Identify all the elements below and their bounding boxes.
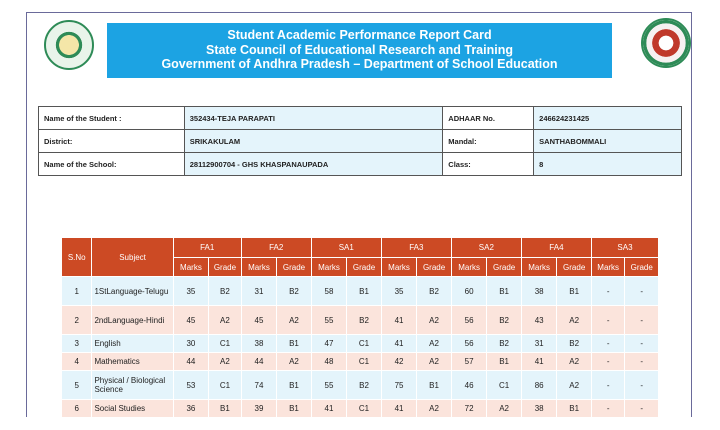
sno-cell: 5 [62, 371, 92, 400]
grade-cell: A2 [277, 353, 312, 371]
sno-cell: 1 [62, 277, 92, 306]
exam-header: FA1 [173, 238, 241, 258]
marks-cell: 75 [381, 371, 417, 400]
grade-cell: B1 [487, 353, 522, 371]
grade-cell: - [625, 277, 659, 306]
subject-cell: English [92, 335, 173, 353]
grade-cell: A2 [277, 306, 312, 335]
grade-cell: A2 [557, 306, 592, 335]
subject-cell: Social Studies [92, 400, 173, 418]
exam-header: FA2 [241, 238, 311, 258]
grade-cell: B2 [417, 277, 452, 306]
marks-cell: 46 [451, 371, 487, 400]
grade-cell: B1 [557, 400, 592, 418]
grade-cell: C1 [209, 371, 241, 400]
marks-cell: 38 [521, 400, 557, 418]
marks-cell: 45 [241, 306, 277, 335]
marks-cell: 41 [381, 335, 417, 353]
subject-cell: 1StLanguage-Telugu [92, 277, 173, 306]
grade-cell: B2 [487, 335, 522, 353]
marks-cell: 44 [173, 353, 209, 371]
sno-cell: 3 [62, 335, 92, 353]
grade-cell: A2 [557, 371, 592, 400]
table-row [62, 353, 659, 371]
grade-subheader: Grade [417, 258, 452, 277]
grade-cell: A2 [417, 353, 452, 371]
subject-cell: Mathematics [92, 353, 173, 371]
marks-cell: 60 [451, 277, 487, 306]
subject-cell: 2ndLanguage-Hindi [92, 306, 173, 335]
school-label: Name of the School: [39, 153, 185, 176]
grade-cell: A2 [487, 400, 522, 418]
grade-cell: B2 [347, 371, 382, 400]
grade-cell: B1 [277, 335, 312, 353]
grade-cell: C1 [347, 335, 382, 353]
marks-cell: 45 [173, 306, 209, 335]
exam-header: SA1 [311, 238, 381, 258]
marks-cell: 57 [451, 353, 487, 371]
info-row [39, 130, 682, 153]
marks-cell: 35 [381, 277, 417, 306]
marks-cell: 56 [451, 306, 487, 335]
marks-cell: - [591, 335, 625, 353]
marks-cell: 41 [311, 400, 347, 418]
marks-cell: 38 [241, 335, 277, 353]
subject-header: Subject [92, 238, 173, 277]
marks-cell: 48 [311, 353, 347, 371]
student-name-value: 352434-TEJA PARAPATI [184, 107, 443, 130]
marks-cell: 43 [521, 306, 557, 335]
marks-cell: 31 [241, 277, 277, 306]
grade-cell: B2 [347, 306, 382, 335]
marks-cell: 86 [521, 371, 557, 400]
marks-cell: 56 [451, 335, 487, 353]
ap-govt-emblem-icon [44, 20, 94, 70]
marks-subheader: Marks [241, 258, 277, 277]
marks-cell: 41 [521, 353, 557, 371]
sno-cell: 6 [62, 400, 92, 418]
exam-header-row [62, 238, 659, 258]
header-department: Government of Andhra Pradesh – Department of School Education [161, 57, 558, 71]
grade-cell: A2 [417, 400, 452, 418]
table-row [62, 371, 659, 400]
marks-cell: - [591, 306, 625, 335]
class-label: Class: [443, 153, 534, 176]
header-title: Student Academic Performance Report Card [227, 28, 492, 42]
grade-subheader: Grade [557, 258, 592, 277]
marks-table [61, 237, 659, 418]
class-value: 8 [534, 153, 682, 176]
grade-cell: B1 [347, 277, 382, 306]
grade-cell: B2 [209, 277, 241, 306]
info-row [39, 153, 682, 176]
grade-cell: - [625, 335, 659, 353]
marks-subheader: Marks [173, 258, 209, 277]
grade-cell: C1 [209, 335, 241, 353]
grade-subheader: Grade [277, 258, 312, 277]
grade-cell: B1 [277, 371, 312, 400]
grade-subheader: Grade [487, 258, 522, 277]
marks-cell: 53 [173, 371, 209, 400]
exam-header: FA4 [521, 238, 591, 258]
marks-subheader: Marks [521, 258, 557, 277]
marks-cell: 42 [381, 353, 417, 371]
marks-cell: 55 [311, 306, 347, 335]
mandal-label: Mandal: [443, 130, 534, 153]
grade-cell: C1 [347, 400, 382, 418]
district-value: SRIKAKULAM [184, 130, 443, 153]
marks-subheader: Marks [311, 258, 347, 277]
sno-cell: 2 [62, 306, 92, 335]
adhaar-label: ADHAAR No. [443, 107, 534, 130]
marks-cell: 44 [241, 353, 277, 371]
grade-cell: - [625, 400, 659, 418]
grade-subheader: Grade [625, 258, 659, 277]
marks-subheader: Marks [591, 258, 625, 277]
marks-cell: 72 [451, 400, 487, 418]
grade-cell: A2 [417, 306, 452, 335]
student-name-label: Name of the Student : [39, 107, 185, 130]
grade-cell: B1 [557, 277, 592, 306]
marks-subheader: Marks [381, 258, 417, 277]
grade-cell: B1 [209, 400, 241, 418]
info-row [39, 107, 682, 130]
grade-cell: - [625, 306, 659, 335]
grade-cell: - [625, 353, 659, 371]
marks-cell: 41 [381, 306, 417, 335]
marks-cell: 38 [521, 277, 557, 306]
subject-cell: Physical / Biological Science [92, 371, 173, 400]
grade-cell: C1 [487, 371, 522, 400]
grade-cell: - [625, 371, 659, 400]
exam-header: FA3 [381, 238, 451, 258]
grade-cell: A2 [557, 353, 592, 371]
exam-header: SA2 [451, 238, 521, 258]
marks-cell: 74 [241, 371, 277, 400]
grade-cell: A2 [417, 335, 452, 353]
grade-subheader: Grade [347, 258, 382, 277]
table-row [62, 400, 659, 418]
marks-subheader: Marks [451, 258, 487, 277]
marks-cell: - [591, 400, 625, 418]
sno-header: S.No [62, 238, 92, 277]
marks-cell: 55 [311, 371, 347, 400]
scert-seal-icon [641, 18, 691, 68]
table-row [62, 277, 659, 306]
mandal-value: SANTHABOMMALI [534, 130, 682, 153]
header-council: State Council of Educational Research and Training [205, 42, 513, 57]
school-value: 28112900704 - GHS KHASPANAUPADA [184, 153, 443, 176]
exam-header: SA3 [591, 238, 658, 258]
grade-cell: B1 [487, 277, 522, 306]
grade-cell: B1 [417, 371, 452, 400]
grade-cell: B2 [487, 306, 522, 335]
grade-cell: C1 [347, 353, 382, 371]
table-row [62, 335, 659, 353]
grade-cell: B1 [277, 400, 312, 418]
table-row [62, 306, 659, 335]
marks-cell: 35 [173, 277, 209, 306]
marks-cell: - [591, 371, 625, 400]
grade-cell: A2 [209, 353, 241, 371]
report-header-banner [107, 23, 612, 78]
marks-cell: - [591, 277, 625, 306]
district-label: District: [39, 130, 185, 153]
marks-cell: 39 [241, 400, 277, 418]
marks-cell: 58 [311, 277, 347, 306]
adhaar-value: 246624231425 [534, 107, 682, 130]
grade-cell: A2 [209, 306, 241, 335]
grade-subheader: Grade [209, 258, 241, 277]
grade-cell: B2 [557, 335, 592, 353]
marks-cell: 31 [521, 335, 557, 353]
sno-cell: 4 [62, 353, 92, 371]
marks-cell: - [591, 353, 625, 371]
marks-cell: 36 [173, 400, 209, 418]
marks-cell: 41 [381, 400, 417, 418]
student-info-table [38, 106, 682, 176]
marks-cell: 47 [311, 335, 347, 353]
marks-cell: 30 [173, 335, 209, 353]
grade-cell: B2 [277, 277, 312, 306]
marks-body [62, 277, 659, 418]
